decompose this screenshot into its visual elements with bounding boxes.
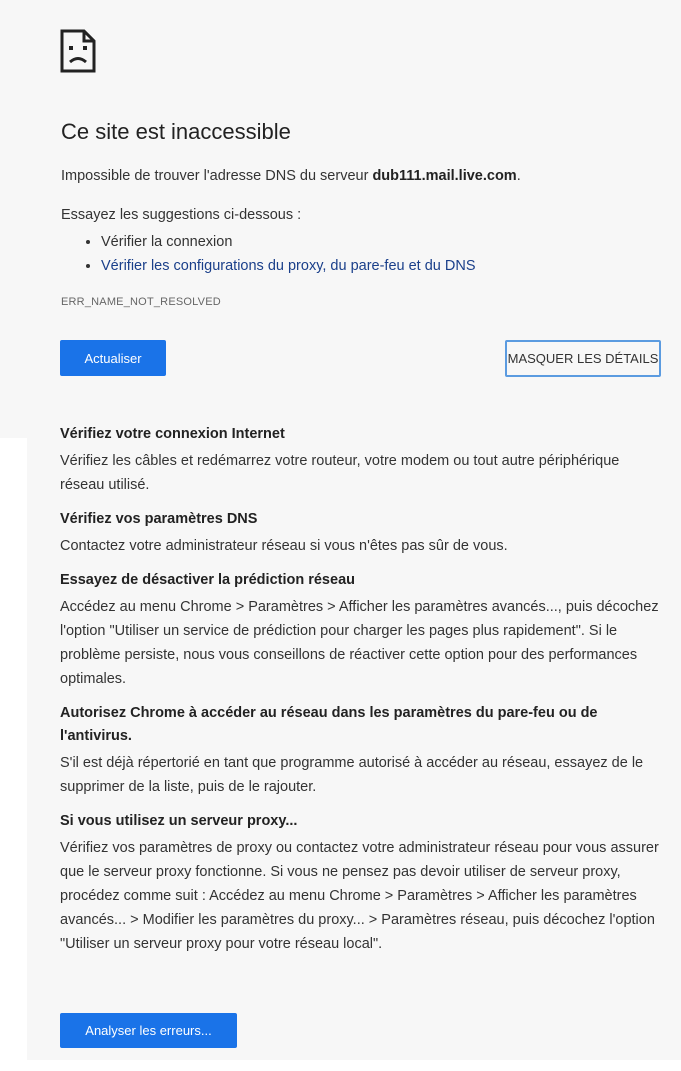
reload-button[interactable]: Actualiser bbox=[60, 340, 166, 376]
dns-host: dub111.mail.live.com bbox=[372, 168, 517, 184]
details-heading: Vérifiez vos paramètres DNS bbox=[60, 511, 258, 527]
details-item-network-prediction bbox=[60, 569, 660, 691]
suggestions-list bbox=[61, 230, 476, 278]
suggestion-check-connection: • Vérifier la connexion bbox=[101, 230, 476, 254]
details-body: S'il est déjà répertorié en tant que programme autorisé à accéder au réseau, essayez de le supprimer de la liste, puis de le rajouter. bbox=[60, 755, 644, 795]
details-body: Contactez votre administrateur réseau si vous n'êtes pas sûr de vous. bbox=[60, 538, 508, 554]
details-heading: Essayez de désactiver la prédiction réseau bbox=[60, 572, 355, 588]
hide-details-button[interactable]: MASQUER LES DÉTAILS bbox=[505, 340, 661, 377]
details-item-connection bbox=[60, 423, 660, 497]
suggestion-check-proxy-firewall-dns[interactable] bbox=[101, 254, 476, 278]
dns-message-prefix: Impossible de trouver l'adresse DNS du serveur bbox=[61, 168, 373, 184]
suggestions-intro: Essayez les suggestions ci-dessous : bbox=[61, 207, 302, 223]
details-heading: Si vous utilisez un serveur proxy... bbox=[60, 813, 298, 829]
dns-error-message bbox=[61, 168, 521, 184]
details-section bbox=[60, 423, 660, 967]
dns-message-suffix: . bbox=[516, 168, 521, 184]
error-code: ERR_NAME_NOT_RESOLVED bbox=[61, 296, 221, 308]
details-item-proxy bbox=[60, 810, 660, 956]
suggestion-proxy-link[interactable]: Vérifier les configurations du proxy, du pare-feu et du DNS bbox=[101, 258, 476, 274]
details-body: Vérifiez les câbles et redémarrez votre routeur, votre modem ou tout autre périphérique réseau utilisé. bbox=[60, 453, 620, 493]
sad-document-icon bbox=[60, 29, 96, 73]
details-heading: Autorisez Chrome à accéder au réseau dans les paramètres du pare-feu ou de l'antivirus. bbox=[60, 705, 598, 744]
details-item-firewall bbox=[60, 702, 660, 799]
details-item-dns bbox=[60, 508, 660, 558]
details-body: Vérifiez vos paramètres de proxy ou contactez votre administrateur réseau pour vous assurer que le serveur proxy fonctionne. Si vous ne pensez pas devoir utiliser de serveur proxy, procédez comme suit : Accédez au menu Chrome > Paramètres > Afficher les paramètres avancés... > Modifier les paramètres du proxy... > Paramètres réseau, puis décochez l'option "Utiliser un serveur proxy pour votre réseau local". bbox=[60, 840, 659, 952]
page-title: Ce site est inaccessible bbox=[61, 119, 291, 144]
analyze-errors-button[interactable]: Analyser les erreurs... bbox=[60, 1013, 237, 1048]
details-heading: Vérifiez votre connexion Internet bbox=[60, 426, 285, 442]
details-body: Accédez au menu Chrome > Paramètres > Afficher les paramètres avancés..., puis décochez l'option "Utiliser un service de prédiction pour charger les pages plus rapidement". Si le problème persiste, nous vous conseillons de réactiver cette option pour des performances optimales. bbox=[60, 599, 659, 687]
